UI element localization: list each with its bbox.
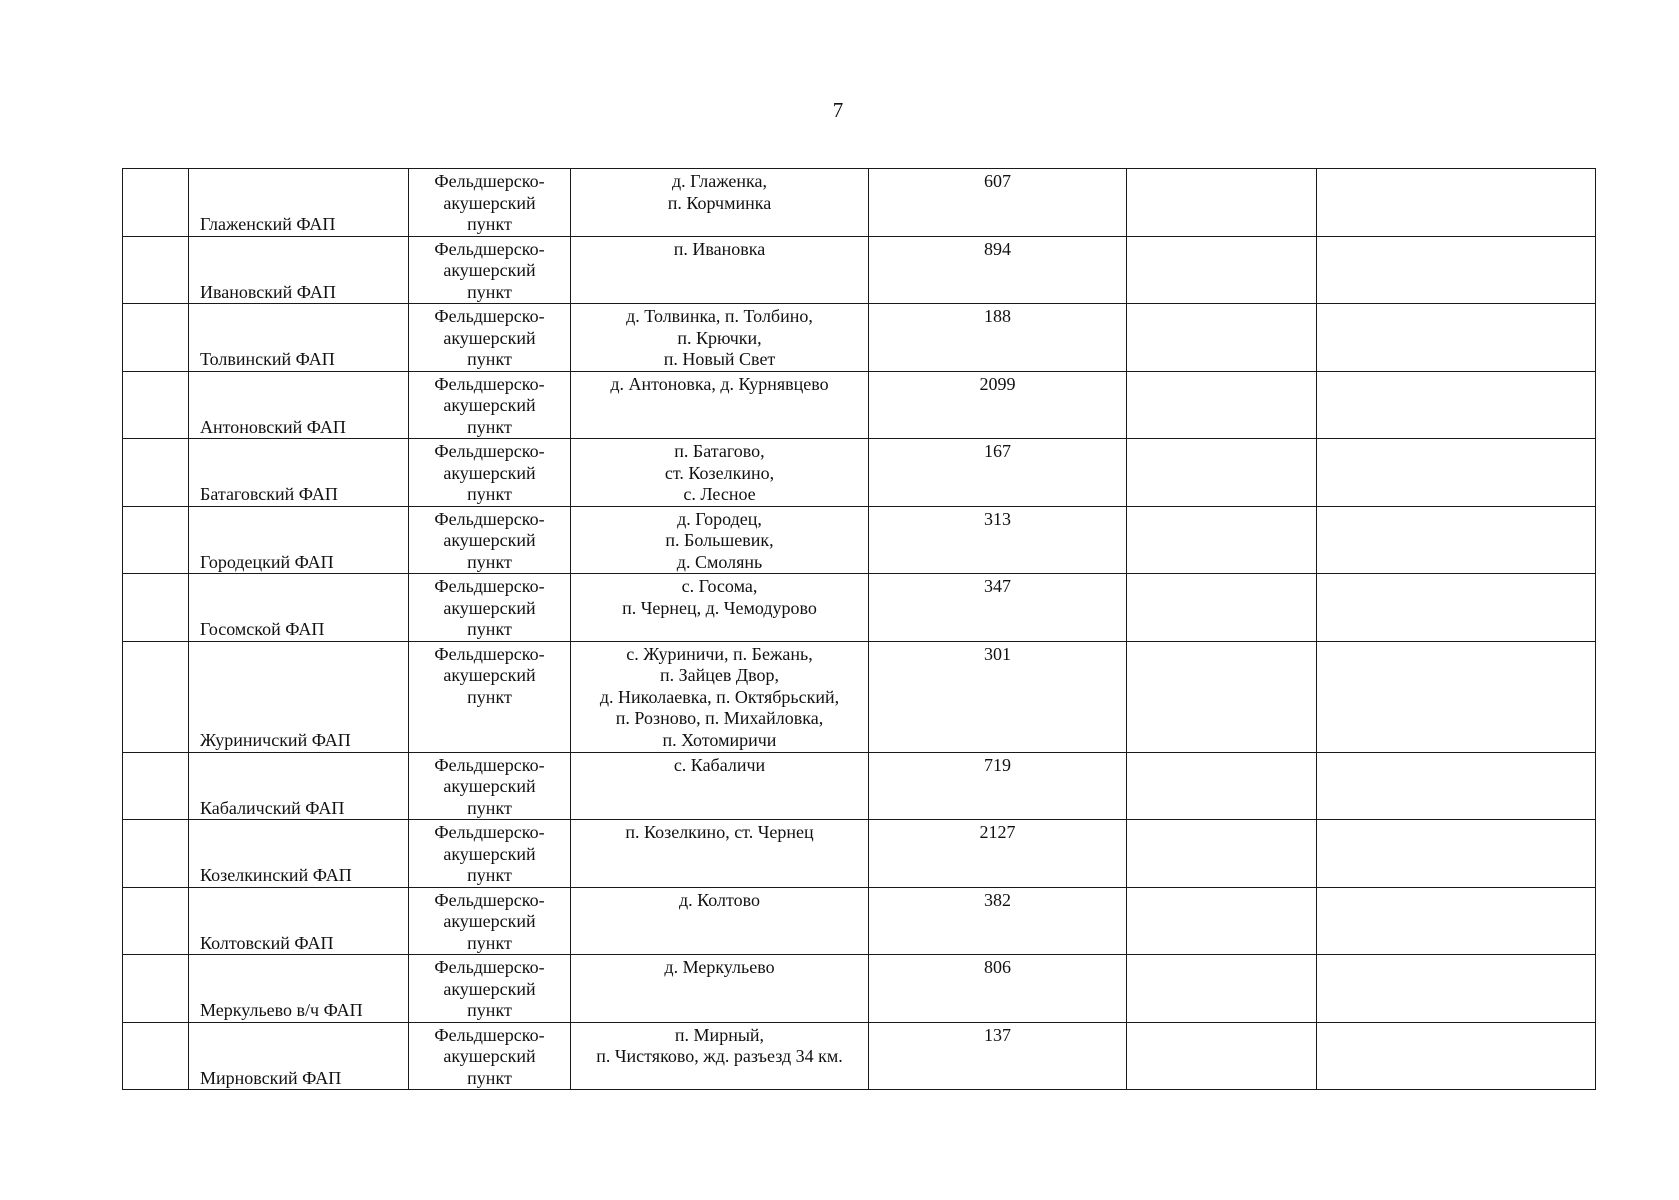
facility-type-line: Фельдшерско- [434,508,545,529]
row-number-cell [123,641,189,752]
facility-type-cell [409,236,571,304]
empty-cell [1127,506,1317,574]
settlement-line: д. Городец, [677,508,762,529]
facility-type-line: пункт [467,686,512,707]
empty-cell [1317,1022,1596,1090]
facility-type-line: Фельдшерско- [434,957,545,977]
facility-type-line: пункт [467,1000,512,1020]
empty-cell [1127,371,1317,439]
empty-cell [1317,236,1596,304]
facility-type-line: пункт [467,797,512,818]
facility-type-cell [409,304,571,372]
facility-type-line: пункт [467,281,512,302]
facility-type-line: пункт [467,619,512,639]
facility-name-cell [189,574,409,642]
population-cell [869,169,1127,237]
settlement-line: п. Ивановка [673,238,766,259]
facility-name-cell [189,506,409,574]
served-settlements-cell [571,641,869,752]
settlement-line: п. Мирный, [674,1024,765,1045]
facility-type-line: акушерский [443,665,536,685]
settlement-line: с. Журиничи, п. Бежань, [626,643,813,664]
facility-name-cell [189,641,409,752]
facility-type-line: акушерский [443,776,536,796]
empty-cell [1317,574,1596,642]
population-value: 347 [984,576,1011,596]
facility-type-cell [409,1022,571,1090]
facility-type-line: акушерский [443,978,536,999]
served-settlements-cell [571,169,869,237]
empty-cell [1317,439,1596,507]
population-cell [869,304,1127,372]
row-number-cell [123,820,189,888]
facility-name: Кабаличский ФАП [200,797,345,818]
table-row [123,752,1596,820]
facility-type-cell [409,506,571,574]
facility-type-line: пункт [467,214,512,234]
table-row [123,304,1596,372]
population-value: 719 [984,754,1011,775]
settlement-line: д. Смолянь [676,551,763,572]
population-value: 894 [984,238,1011,259]
settlement-line: п. Хотомиричи [662,729,777,750]
facility-name-cell [189,752,409,820]
empty-cell [1317,820,1596,888]
table-row [123,574,1596,642]
facility-type-line: Фельдшерско- [434,306,545,326]
table-row [123,955,1596,1023]
settlement-line: п. Зайцев Двор, [659,665,780,685]
facility-type-cell [409,169,571,237]
facility-type-line: акушерский [443,597,536,618]
facilities-table [122,168,1596,1090]
facility-name: Колтовский ФАП [200,932,334,953]
facility-type-line: Фельдшерско- [434,1024,545,1045]
row-number-cell [123,752,189,820]
table-row [123,169,1596,237]
facility-name: Козелкинский ФАП [200,865,352,885]
settlement-line: п. Чернец, д. Чемодурово [622,597,817,618]
served-settlements-cell [571,371,869,439]
table-row [123,371,1596,439]
facility-type-cell [409,371,571,439]
population-value: 188 [984,306,1011,326]
settlement-line: д. Глаженка, [672,171,767,191]
empty-cell [1317,506,1596,574]
served-settlements-cell [571,439,869,507]
empty-cell [1317,752,1596,820]
facility-type-line: пункт [467,865,512,885]
settlement-line: д. Николаевка, п. Октябрьский, [599,686,840,707]
facility-type-line: пункт [467,1067,512,1088]
population-value: 382 [984,889,1011,910]
empty-cell [1127,236,1317,304]
facility-name: Батаговский ФАП [200,484,338,504]
row-number-cell [123,574,189,642]
facility-type-line: акушерский [443,395,536,415]
facility-type-line: акушерский [443,911,536,931]
facility-type-line: пункт [467,551,512,572]
served-settlements-cell [571,304,869,372]
facility-type-line: акушерский [443,462,536,483]
population-value: 167 [984,441,1011,461]
facility-name: Ивановский ФАП [200,281,336,302]
empty-cell [1317,371,1596,439]
population-value: 2099 [979,373,1016,394]
facility-name: Журиничский ФАП [200,730,351,750]
empty-cell [1127,887,1317,955]
facility-type-line: Фельдшерско- [434,643,545,664]
population-cell [869,887,1127,955]
facility-type-line: Фельдшерско- [434,373,545,394]
facility-type-cell [409,820,571,888]
settlement-line: п. Батагово, [674,441,765,461]
settlement-line: с. Госома, [681,576,758,596]
row-number-cell [123,304,189,372]
facility-type-cell [409,439,571,507]
facility-type-line: пункт [467,416,512,437]
empty-cell [1127,752,1317,820]
population-value: 313 [984,508,1011,529]
population-cell [869,820,1127,888]
facility-name-cell [189,887,409,955]
settlement-line: д. Толвинка, п. Толбино, [626,306,813,326]
facility-type-line: пункт [467,349,512,369]
facility-type-line: пункт [467,484,512,504]
row-number-cell [123,887,189,955]
empty-cell [1127,641,1317,752]
settlement-line: ст. Козелкино, [664,462,775,483]
table-row [123,641,1596,752]
facility-type-line: Фельдшерско- [434,171,545,191]
empty-cell [1317,955,1596,1023]
row-number-cell [123,169,189,237]
served-settlements-cell [571,506,869,574]
settlement-line: д. Колтово [678,889,761,910]
population-cell [869,752,1127,820]
served-settlements-cell [571,574,869,642]
population-cell [869,641,1127,752]
empty-cell [1127,955,1317,1023]
served-settlements-cell [571,955,869,1023]
facility-type-line: акушерский [443,843,536,864]
empty-cell [1127,169,1317,237]
facility-name: Мирновский ФАП [200,1067,342,1088]
facility-type-cell [409,887,571,955]
facility-name-cell [189,371,409,439]
page-number: 7 [832,98,844,122]
population-cell [869,955,1127,1023]
row-number-cell [123,1022,189,1090]
empty-cell [1127,304,1317,372]
table-row [123,439,1596,507]
facility-name: Глаженский ФАП [200,214,336,234]
facility-name: Госомской ФАП [200,619,325,639]
facility-type-line: пункт [467,932,512,953]
facility-name-cell [189,820,409,888]
population-cell [869,506,1127,574]
row-number-cell [123,955,189,1023]
facility-type-line: акушерский [443,327,536,348]
table-row [123,820,1596,888]
settlement-line: д. Антоновка, д. Курнявцево [610,373,829,394]
settlement-line: п. Корчминка [667,192,772,213]
empty-cell [1127,1022,1317,1090]
served-settlements-cell [571,887,869,955]
row-number-cell [123,236,189,304]
population-value: 2127 [979,822,1016,842]
row-number-cell [123,371,189,439]
settlement-line: с. Кабаличи [673,754,766,775]
empty-cell [1317,304,1596,372]
facility-type-line: Фельдшерско- [434,238,545,259]
facility-type-line: Фельдшерско- [434,889,545,910]
settlement-line: п. Розново, п. Михайловка, [615,708,824,728]
population-value: 806 [984,957,1011,977]
facility-type-cell [409,574,571,642]
population-value: 607 [984,171,1011,191]
table-row [123,236,1596,304]
facility-name: Толвинский ФАП [200,349,335,369]
facility-type-cell [409,641,571,752]
population-cell [869,574,1127,642]
table-body [123,169,1596,1090]
facility-type-line: Фельдшерско- [434,576,545,596]
empty-cell [1127,574,1317,642]
facility-name-cell [189,236,409,304]
facility-name-cell [189,1022,409,1090]
empty-cell [1317,887,1596,955]
facility-name: Антоновский ФАП [200,416,346,437]
empty-cell [1127,820,1317,888]
table-row [123,887,1596,955]
served-settlements-cell [571,1022,869,1090]
facility-type-line: акушерский [443,192,536,213]
facility-type-cell [409,955,571,1023]
settlement-line: п. Крючки, [677,327,762,348]
served-settlements-cell [571,236,869,304]
table-row [123,506,1596,574]
population-cell [869,371,1127,439]
facility-type-line: Фельдшерско- [434,754,545,775]
population-cell [869,439,1127,507]
facility-type-line: акушерский [443,530,536,550]
settlement-line: п. Козелкино, ст. Чернец [625,822,814,842]
row-number-cell [123,506,189,574]
facility-name: Меркульево в/ч ФАП [200,1000,363,1020]
settlement-line: п. Большевик, [665,530,774,550]
settlement-line: п. Новый Свет [663,349,776,369]
population-value: 301 [984,643,1011,664]
empty-cell [1127,439,1317,507]
facility-type-line: акушерский [443,260,536,280]
settlement-line: с. Лесное [683,484,756,504]
empty-cell [1317,169,1596,237]
facility-name-cell [189,169,409,237]
population-cell [869,236,1127,304]
facility-name-cell [189,955,409,1023]
table-row [123,1022,1596,1090]
empty-cell [1317,641,1596,752]
population-value: 137 [984,1024,1011,1045]
settlement-line: д. Меркульево [664,957,775,977]
facility-type-cell [409,752,571,820]
facility-type-line: Фельдшерско- [434,822,545,842]
facility-name-cell [189,439,409,507]
facility-name-cell [189,304,409,372]
settlement-line: п. Чистяково, жд. разъезд 34 км. [596,1046,843,1066]
row-number-cell [123,439,189,507]
facility-name: Городецкий ФАП [200,551,334,572]
facility-type-line: акушерский [443,1046,536,1066]
facility-type-line: Фельдшерско- [434,441,545,461]
served-settlements-cell [571,752,869,820]
served-settlements-cell [571,820,869,888]
population-cell [869,1022,1127,1090]
